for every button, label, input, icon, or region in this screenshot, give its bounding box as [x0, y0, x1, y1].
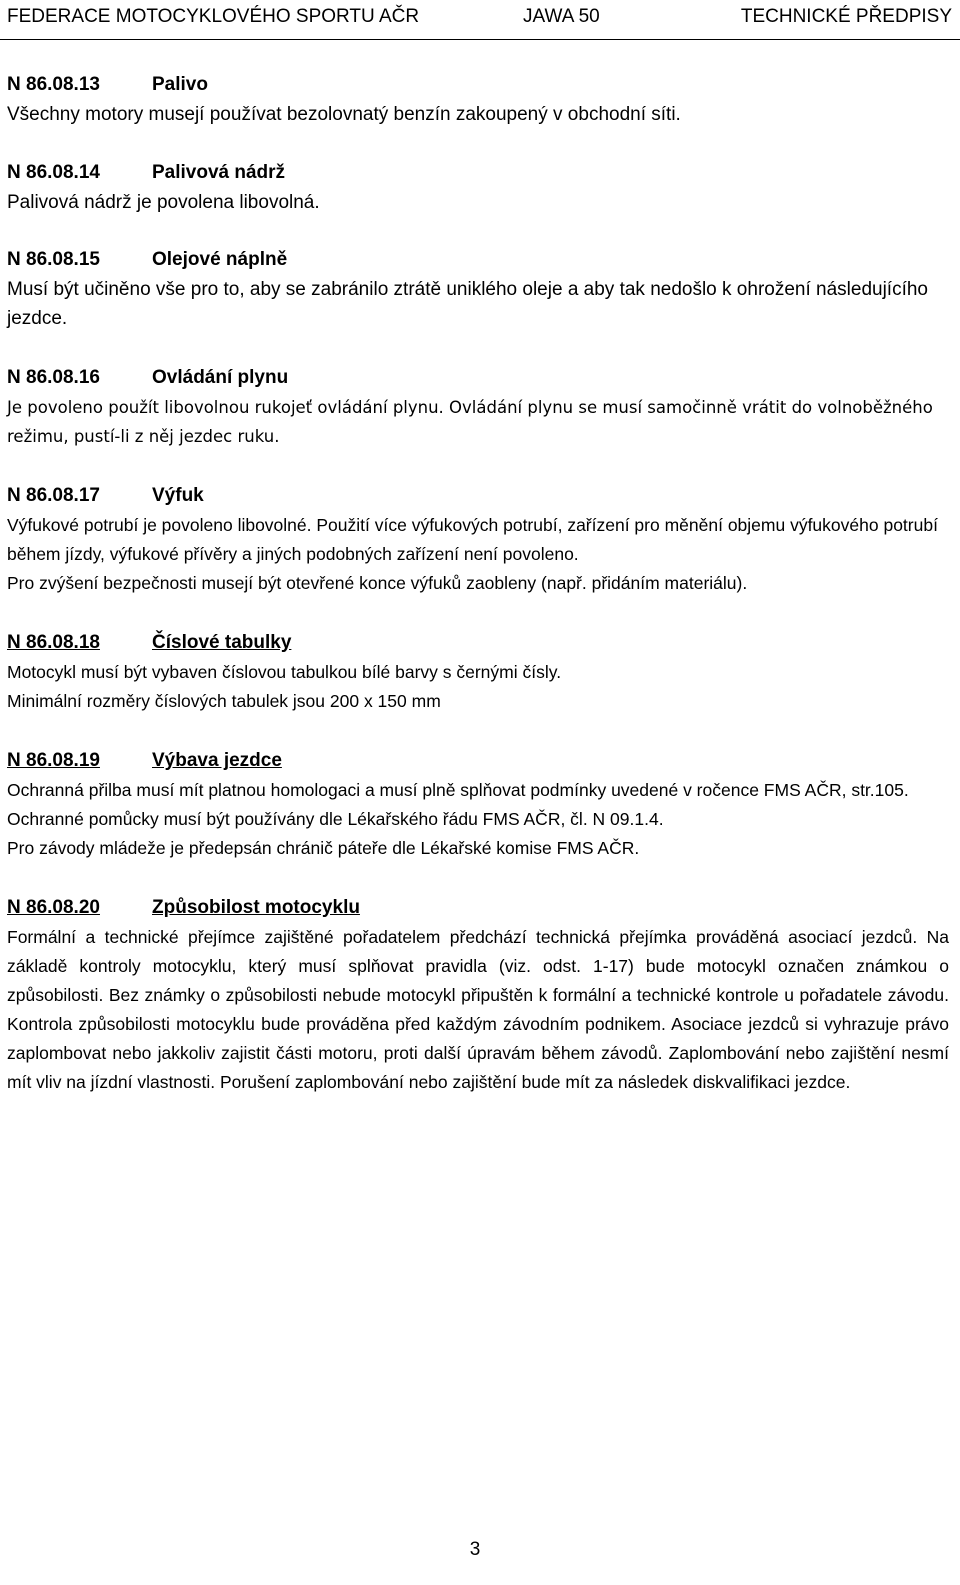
section-paragraph: Motocykl musí být vybaven číslovou tabulkou bílé barvy s černými čísly. — [7, 662, 562, 682]
section-vyfuk — [7, 481, 949, 598]
section-paragraph: Pro závody mládeže je předepsán chránič páteře dle Lékařské komise FMS AČR. — [7, 838, 640, 858]
section-paragraph: Výfukové potrubí je povoleno libovolné. Použití více výfukových potrubí, zařízení pro měnění objemu výfukového potrubí během jízdy, výfukové přívěry a jiných podobných zařízení není povoleno. — [7, 515, 938, 564]
section-paragraph: Palivová nádrž je povolena libovolná. — [7, 192, 320, 213]
page-number — [0, 1535, 960, 1565]
section-title: Ovládání plynu — [152, 367, 289, 388]
section-vybava-jezdce — [7, 746, 949, 863]
section-heading — [7, 746, 949, 776]
section-number: N 86.08.16 — [7, 367, 100, 388]
section-number: N 86.08.18 — [7, 632, 100, 653]
section-heading — [7, 628, 949, 658]
section-number: N 86.08.17 — [7, 485, 100, 506]
section-paragraph: Je povoleno použít libovolnou rukojeť ovládání plynu. Ovládání plynu se musí samočinně vrátit do volnoběžného režimu, pustí-li z něj jezdec ruku. — [7, 398, 933, 446]
section-paragraph: Musí být učiněno vše pro to, aby se zabránilo ztrátě uniklého oleje a aby tak nedošlo k ohrožení následujícího jezdce. — [7, 279, 928, 329]
section-paragraph: Všechny motory musejí používat bezolovnatý benzín zakoupený v obchodní síti. — [7, 104, 681, 125]
section-heading — [7, 363, 949, 393]
section-palivova-nadrz — [7, 158, 949, 217]
section-number: N 86.08.15 — [7, 249, 100, 270]
section-cislove-tabulky — [7, 628, 949, 716]
section-title: Palivová nádrž — [152, 162, 286, 183]
section-paragraph: Ochranná přilba musí mít platnou homologaci a musí plně splňovat podmínky uvedené v ročence FMS AČR, str.105. — [7, 780, 909, 800]
section-palivo — [7, 70, 949, 129]
section-title: Způsobilost motocyklu — [152, 897, 360, 918]
header-document-type: TECHNICKÉ PŘEDPISY — [740, 6, 952, 27]
section-zpusobilost-motocyklu — [7, 893, 949, 1097]
header-class: JAWA 50 — [523, 6, 600, 27]
section-number: N 86.08.20 — [7, 897, 100, 918]
section-paragraph: Ochranné pomůcky musí být používány dle Lékařského řádu FMS AČR, čl. N 09.1.4. — [7, 809, 664, 829]
section-heading — [7, 893, 949, 923]
document-body — [7, 70, 949, 1127]
section-heading — [7, 245, 949, 275]
section-heading — [7, 158, 949, 188]
section-title: Výfuk — [152, 485, 204, 506]
section-olejove-naplne — [7, 245, 949, 333]
page-number-value: 3 — [469, 1539, 481, 1560]
section-number: N 86.08.13 — [7, 74, 100, 95]
section-heading — [7, 70, 949, 100]
section-title: Palivo — [152, 74, 208, 95]
section-paragraph: Formální a technické přejímce zajištěné pořadatelem předchází technická přejímka prováděná asociací jezdců. Na základě kontroly motocyklu, který musí splňovat pravidla (viz. odst. 1-17) bude motocykl označen známkou o způsobilosti. Bez známky o způsobilosti nebude motocykl připuštěn k formální a technické kontrole u pořadatele závodu. Kontrola způsobilosti motocyklu bude prováděna před každým závodním podnikem. Asociace jezdců si vyhrazuje právo zaplombovat nebo jakkoliv zajistit části motoru, proti další úpravám během závodů. Zaplombování nebo zajištění nesmí mít vliv na jízdní vlastnosti. Porušení zaplombování nebo zajištění bude mít za následek diskvalifikaci jezdce. — [7, 927, 949, 1092]
section-title: Olejové náplně — [152, 249, 288, 270]
section-title: Výbava jezdce — [152, 750, 282, 771]
header-organization: FEDERACE MOTOCYKLOVÉHO SPORTU AČR — [7, 6, 420, 27]
section-number: N 86.08.19 — [7, 750, 100, 771]
section-paragraph: Pro zvýšení bezpečnosti musejí být otevřené konce výfuků zaobleny (např. přidáním materiálu). — [7, 573, 748, 593]
section-ovladani-plynu — [7, 363, 949, 451]
section-paragraph: Minimální rozměry číslových tabulek jsou 200 x 150 mm — [7, 691, 441, 711]
section-title: Číslové tabulky — [152, 632, 292, 653]
section-heading — [7, 481, 949, 511]
section-number: N 86.08.14 — [7, 162, 100, 183]
page-header — [0, 0, 960, 40]
